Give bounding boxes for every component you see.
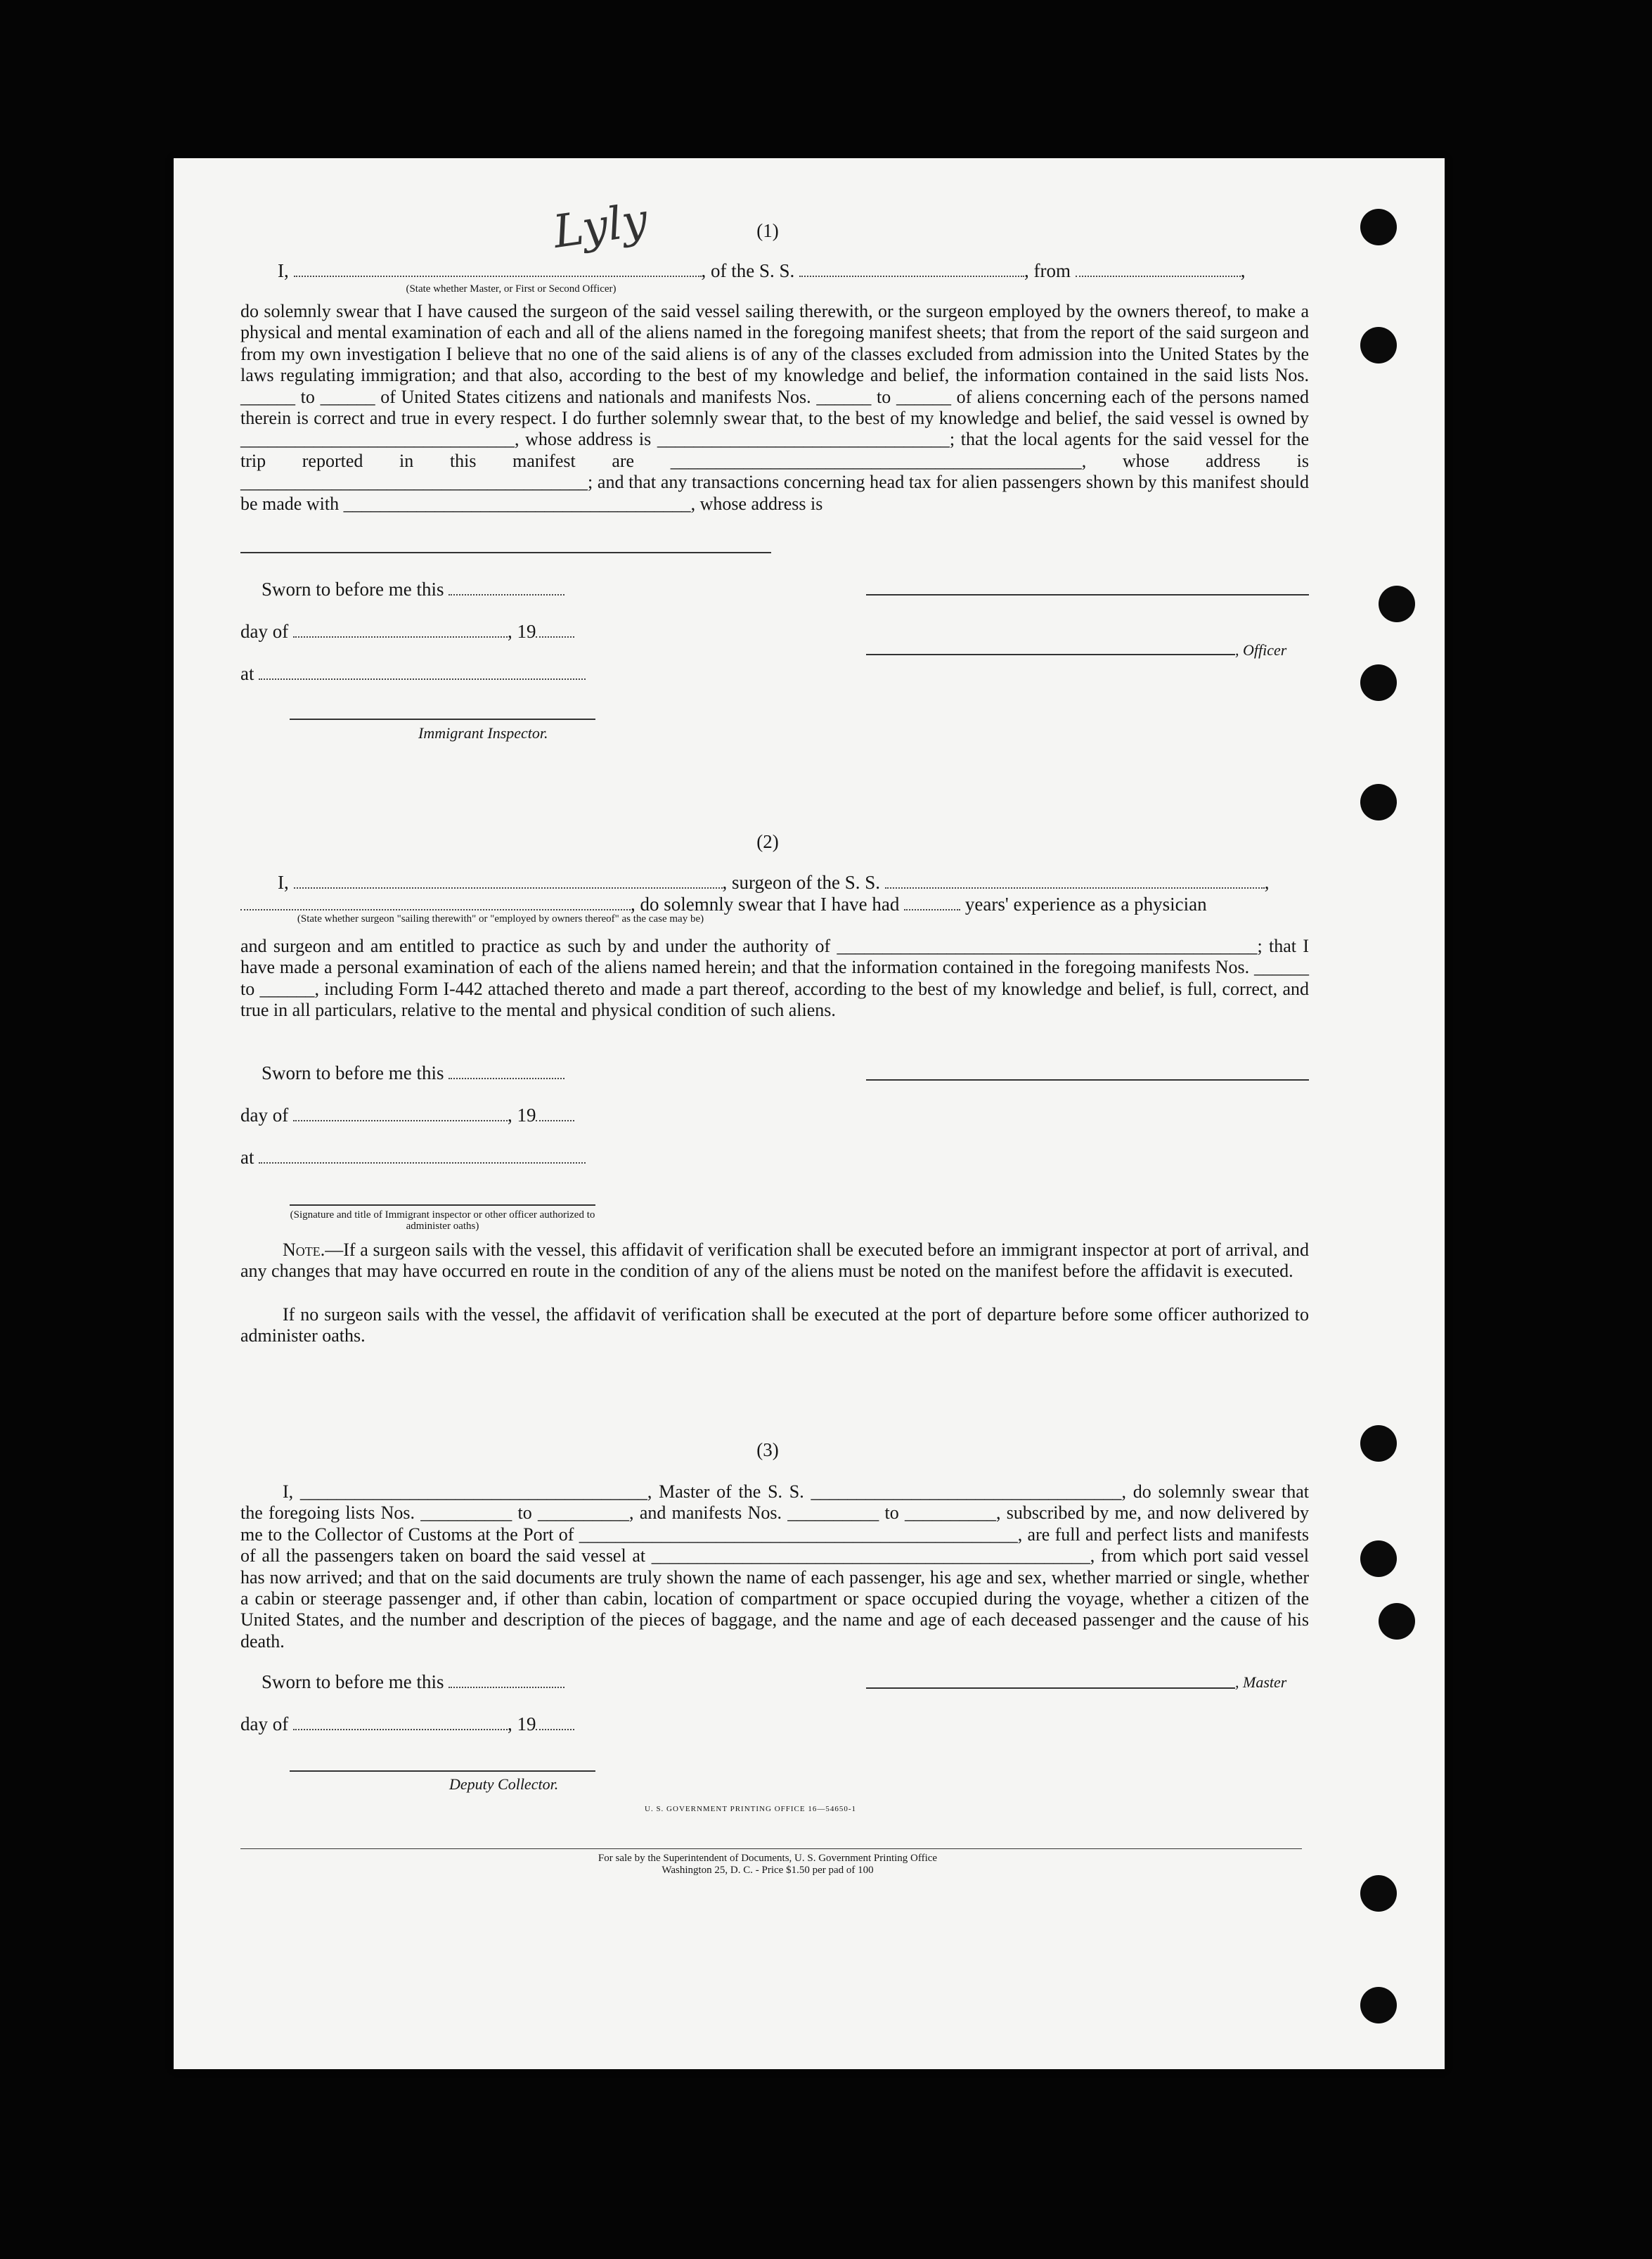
section-1-first-line: I, , of the S. S. , from , — [278, 260, 1246, 281]
day-field-2[interactable] — [293, 1107, 508, 1121]
note-text-2: If no surgeon sails with the vessel, the affidavit of verification shall be executed at the port of departure before some officer authorized to administer oaths. — [240, 1304, 1309, 1346]
year-label-2: , 19 — [507, 1105, 536, 1126]
gpo-imprint: U. S. GOVERNMENT PRINTING OFFICE 16—54650-1 — [645, 1805, 857, 1813]
at-line-1 — [240, 663, 586, 685]
binder-hole-2 — [1360, 327, 1397, 363]
day-line-3 — [240, 1713, 574, 1735]
section-2-second-line — [240, 894, 1207, 915]
year-label: , 19 — [507, 621, 536, 642]
year-field[interactable] — [536, 624, 574, 638]
inspector-label: Immigrant Inspector. — [418, 724, 548, 742]
master-label: , Master — [1235, 1673, 1287, 1691]
officer-name-field[interactable] — [294, 263, 702, 277]
inspector-signature-line — [290, 719, 595, 720]
sale-notice-1: For sale by the Superintendent of Documents, U. S. Government Printing Office — [598, 1853, 938, 1864]
note-paragraph — [240, 1240, 1309, 1282]
label-i: I, — [278, 260, 289, 281]
sworn-label-3: Sworn to before me this — [262, 1671, 444, 1692]
binder-hole-8 — [1379, 1603, 1415, 1640]
origin-field[interactable] — [1076, 263, 1241, 277]
footer-rule — [240, 1848, 1302, 1849]
section-1-oath-text: do solemnly swear that I have caused the surgeon of the said vessel sailing therewith, or the surgeon employed by the owners thereof, to make a physical and mental examination of each and all of the aliens named in the foregoing manifest sheets; that from the report of the said surgeon and from my own investigation I believe that no one of the said aliens is of any of the classes excluded from admission into the United States by the laws regulating immigration; and that also, according to the best of my knowledge and belief, the information contained in the said lists Nos. ______ to ______ of United States citizens and nationals and manifests Nos. ______ to ______ of aliens concerning each of the persons named therein is correct and true in every respect. I do further solemnly swear that, to the best of my knowledge and belief, the said vessel is owned by ______________________________, whose address is ________________________________; that the local agents for the said vessel for the trip reported in this manifest are _____________________________________________, whose address is ______________________________________; and that any transactions concerning head tax for alien passengers shown by this manifest should be made with ______________________________________, whose address is — [240, 301, 1309, 514]
binder-hole-9 — [1360, 1875, 1397, 1912]
sale-notice-2: Washington 25, D. C. - Price $1.50 per pad of 100 — [662, 1865, 874, 1876]
officer-signature-line-2 — [290, 1204, 595, 1206]
year-field-3[interactable] — [536, 1716, 574, 1730]
collector-label: Deputy Collector. — [449, 1775, 559, 1793]
day-line-2 — [240, 1105, 574, 1126]
section-2-first-line: I, , surgeon of the S. S. , — [278, 872, 1270, 893]
place-field[interactable] — [259, 666, 586, 680]
sworn-line-3 — [262, 1671, 564, 1693]
binder-hole-3 — [1379, 586, 1415, 622]
day-of-label: day of — [240, 621, 289, 642]
collector-signature-line — [290, 1770, 595, 1772]
binder-hole-10 — [1360, 1987, 1397, 2023]
officer-label: , Officer — [1235, 641, 1287, 659]
at-label: at — [240, 663, 254, 684]
note-text-1: —If a surgeon sails with the vessel, this affidavit of verification shall be executed before an immigrant inspector at port of arrival, and any changes that may have occurred en route in the condition of any of the aliens must be noted on the manifest before the affidavit is executed. — [240, 1240, 1309, 1282]
section-3-number: (3) — [756, 1439, 779, 1460]
day-field[interactable] — [293, 624, 508, 638]
label-swear: , do solemnly swear that I have had — [631, 894, 900, 915]
sworn-line-1 — [262, 579, 564, 600]
surgeon-type-field[interactable] — [240, 896, 631, 910]
day-field-3[interactable] — [293, 1716, 508, 1730]
sworn-date-field-2[interactable] — [449, 1065, 564, 1079]
section-1-number: (1) — [756, 220, 779, 241]
label-surgeon-of: , surgeon of the S. S. — [722, 872, 881, 893]
section-1-continuation-line — [240, 552, 771, 553]
binder-hole-7 — [1360, 1540, 1397, 1577]
surgeon-signature-line — [866, 1079, 1309, 1081]
binder-hole-6 — [1360, 1425, 1397, 1462]
years-field[interactable] — [904, 896, 960, 910]
binder-hole-1 — [1360, 209, 1397, 245]
sworn-label: Sworn to before me this — [262, 579, 444, 600]
ship-name-field[interactable] — [799, 263, 1024, 277]
year-label-3: , 19 — [507, 1713, 536, 1735]
day-of-label-2: day of — [240, 1105, 289, 1126]
signature-hint: (Signature and title of Immigrant inspector or other officer authorized to administer oaths) — [290, 1209, 595, 1232]
note-label: Note. — [283, 1240, 325, 1260]
label-of-ss: , of the S. S. — [701, 260, 795, 281]
binder-hole-5 — [1360, 784, 1397, 820]
officer-signature-line-top — [866, 594, 1309, 596]
sworn-date-field-3[interactable] — [449, 1674, 564, 1688]
officer-signature-line — [866, 654, 1235, 655]
section-2-number: (2) — [756, 831, 779, 852]
master-signature-line — [866, 1687, 1235, 1689]
sworn-line-2 — [262, 1062, 564, 1084]
ship-name-field-2[interactable] — [885, 875, 1265, 889]
at-line-2 — [240, 1147, 586, 1169]
at-label-2: at — [240, 1147, 254, 1168]
handwritten-annotation: Lyly — [550, 194, 651, 259]
officer-hint: (State whether Master, or First or Second Officer) — [406, 283, 617, 295]
label-from: , from — [1024, 260, 1071, 281]
surgeon-name-field[interactable] — [294, 875, 723, 889]
binder-hole-4 — [1360, 664, 1397, 701]
form-page — [174, 158, 1445, 2069]
day-line-1 — [240, 621, 574, 643]
place-field-2[interactable] — [259, 1150, 586, 1164]
section-2-oath-text: and surgeon and am entitled to practice as such by and under the authority of ______________________________________________; that I have made a personal examination of each of the aliens named herein; and that the information contained in the foregoing manifests Nos. ______ to ______, including Form I-442 attached thereto and made a part thereof, according to the best of my knowledge and belief, is full, correct, and true in all particulars, relative to the mental and physical condition of such aliens. — [240, 936, 1309, 1021]
day-of-label-3: day of — [240, 1713, 289, 1735]
year-field-2[interactable] — [536, 1107, 574, 1121]
section-3-oath-text: I, ______________________________________, Master of the S. S. __________________________________, do solemnly swear that the foregoing lists Nos. __________ to __________, and manifests Nos. __________ to __________, subscribed by me, and now delivered by me to the Collector of Customs at the Port of ________________________________________________, are full and perfect lists and manifests of all the passengers taken on board the said vessel at ________________________________________________, from which port said vessel has now arrived; and that on the said documents are truly shown the name of each passenger, his age and sex, whether married or single, whether a cabin or steerage passenger and, if other than cabin, location of compartment or space occupied during the voyage, whether a citizen of the United States, and the number and description of the pieces of baggage, and the name and age of each deceased passenger and the cause of his death. — [240, 1481, 1309, 1652]
surgeon-hint: (State whether surgeon "sailing therewith" or "employed by owners thereof" as the case may be) — [297, 913, 704, 925]
label-i-2: I, — [278, 872, 289, 893]
label-years: years' experience as a physician — [964, 894, 1207, 915]
sworn-date-field[interactable] — [449, 581, 564, 596]
sworn-label-2: Sworn to before me this — [262, 1062, 444, 1083]
